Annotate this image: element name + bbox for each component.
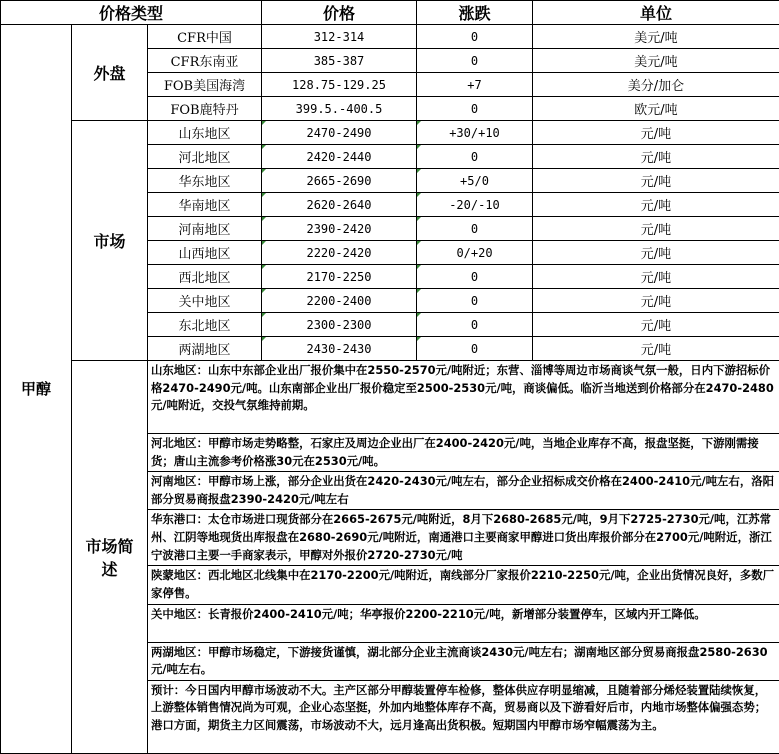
row-change: +5/0 <box>417 169 533 193</box>
summary-paragraph: 河北地区：甲醇市场走势略整，石家庄及周边企业出厂在2400-2420元/吨，当地企业库存不高，报盘坚挺，下游刚需接货；唐山主流参考价格涨30元在2530元/吨。 <box>148 434 779 472</box>
row-price: 2170-2250 <box>262 265 417 289</box>
summary-paragraph: 山东地区：山东中东部企业出厂报价集中在2550-2570元/吨附近；东营、淄博等周边市场商谈气氛一般，日内下游招标价格2470-2490元/吨。山东南部企业出厂报价稳定至2500-2530元/吨，商谈偏低。临沂当地送到价格部分在2470-2480元/吨附近，交投气氛维持前期。 <box>148 361 779 434</box>
row-price: 2390-2420 <box>262 217 417 241</box>
summary-paragraph: 河南地区：甲醇市场上涨，部分企业出货在2420-2430元/吨左右，部分企业招标成交价格在2400-2410元/吨左右，洛阳部分贸易商报盘2390-2420元/吨左右 <box>148 472 779 510</box>
row-unit: 元/吨 <box>533 289 779 313</box>
summary-row <box>1 361 779 434</box>
row-price: 2665-2690 <box>262 169 417 193</box>
row-name: 山东地区 <box>148 121 262 145</box>
row-price: 2420-2440 <box>262 145 417 169</box>
header-change: 涨跌 <box>417 1 533 25</box>
row-price: 312-314 <box>262 25 417 49</box>
header-price: 价格 <box>262 1 417 25</box>
summary-paragraph: 两湖地区：甲醇市场稳定，下游接货谨慎，湖北部分企业主流商谈2430元/吨左右；湖南地区部分贸易商报盘2580-2630元/吨左右。 <box>148 642 779 680</box>
table-row <box>1 25 779 49</box>
row-name: FOB鹿特丹 <box>148 97 262 121</box>
row-name: 西北地区 <box>148 265 262 289</box>
header-type: 价格类型 <box>1 1 262 25</box>
product-label: 甲醇 <box>1 25 72 754</box>
row-unit: 元/吨 <box>533 169 779 193</box>
row-name: 山西地区 <box>148 241 262 265</box>
row-change: 0/+20 <box>417 241 533 265</box>
row-name: 河北地区 <box>148 145 262 169</box>
market-group-label: 市场 <box>72 121 148 361</box>
row-change: 0 <box>417 217 533 241</box>
row-name: CFR中国 <box>148 25 262 49</box>
row-change: 0 <box>417 145 533 169</box>
table-row <box>1 121 779 145</box>
row-unit: 美元/吨 <box>533 25 779 49</box>
row-unit: 元/吨 <box>533 241 779 265</box>
row-unit: 欧元/吨 <box>533 97 779 121</box>
row-change: 0 <box>417 313 533 337</box>
row-change: 0 <box>417 265 533 289</box>
header-row <box>1 1 779 25</box>
row-name: 两湖地区 <box>148 337 262 361</box>
summary-paragraph: 陕蒙地区：西北地区北线集中在2170-2200元/吨附近，南线部分厂家报价2210-2250元/吨，企业出货情况良好，多数厂家停售。 <box>148 566 779 604</box>
row-name: FOB美国海湾 <box>148 73 262 97</box>
row-unit: 元/吨 <box>533 145 779 169</box>
row-price: 399.5.-400.5 <box>262 97 417 121</box>
row-name: 华东地区 <box>148 169 262 193</box>
row-price: 128.75-129.25 <box>262 73 417 97</box>
row-change: 0 <box>417 25 533 49</box>
row-price: 2470-2490 <box>262 121 417 145</box>
row-unit: 元/吨 <box>533 217 779 241</box>
row-unit: 元/吨 <box>533 313 779 337</box>
summary-paragraph: 华东港口：太仓市场进口现货部分在2665-2675元/吨附近，8月下2680-2685元/吨，9月下2725-2730元/吨，江苏常州、江阴等地现货出库报盘在2680-2690元/吨附近，南通港口主要商家甲醇进口货出库报价部分在2700元/吨附近，浙江宁波港口主要一手商家表示，甲醇对外报价2720-2730元/吨 <box>148 510 779 566</box>
row-change: -20/-10 <box>417 193 533 217</box>
row-unit: 元/吨 <box>533 337 779 361</box>
row-price: 2430-2430 <box>262 337 417 361</box>
row-price: 2620-2640 <box>262 193 417 217</box>
row-price: 2200-2400 <box>262 289 417 313</box>
summary-group-label: 市场简述 <box>72 361 148 754</box>
row-unit: 元/吨 <box>533 265 779 289</box>
row-change: 0 <box>417 337 533 361</box>
row-change: 0 <box>417 289 533 313</box>
row-price: 2220-2420 <box>262 241 417 265</box>
row-price: 2300-2300 <box>262 313 417 337</box>
summary-paragraph: 关中地区：长青报价2400-2410元/吨；华亭报价2200-2210元/吨，新增部分装置停车，区域内开工降低。 <box>148 604 779 642</box>
row-name: 关中地区 <box>148 289 262 313</box>
header-unit: 单位 <box>533 1 779 25</box>
row-unit: 美分/加仑 <box>533 73 779 97</box>
row-unit: 美元/吨 <box>533 49 779 73</box>
row-name: 东北地区 <box>148 313 262 337</box>
row-unit: 元/吨 <box>533 121 779 145</box>
row-change: 0 <box>417 97 533 121</box>
row-name: 华南地区 <box>148 193 262 217</box>
row-name: 河南地区 <box>148 217 262 241</box>
row-price: 385-387 <box>262 49 417 73</box>
row-name: CFR东南亚 <box>148 49 262 73</box>
row-change: 0 <box>417 49 533 73</box>
overseas-group-label: 外盘 <box>72 25 148 121</box>
summary-paragraph: 预计：今日国内甲醇市场波动不大。主产区部分甲醇装置停车检修，整体供应存明显缩减，且随着部分烯烃装置陆续恢复，上游整体销售情况尚为可观，企业心态坚挺，外加内地整体库存不高，贸易商以及下游看好后市，内地市场整体偏强态势；港口方面，期货主力区间震荡，市场波动不大，远月逢高出货积极。短期国内甲醇市场窄幅震荡为主。 <box>148 680 779 753</box>
row-change: +7 <box>417 73 533 97</box>
row-change: +30/+10 <box>417 121 533 145</box>
row-unit: 元/吨 <box>533 193 779 217</box>
